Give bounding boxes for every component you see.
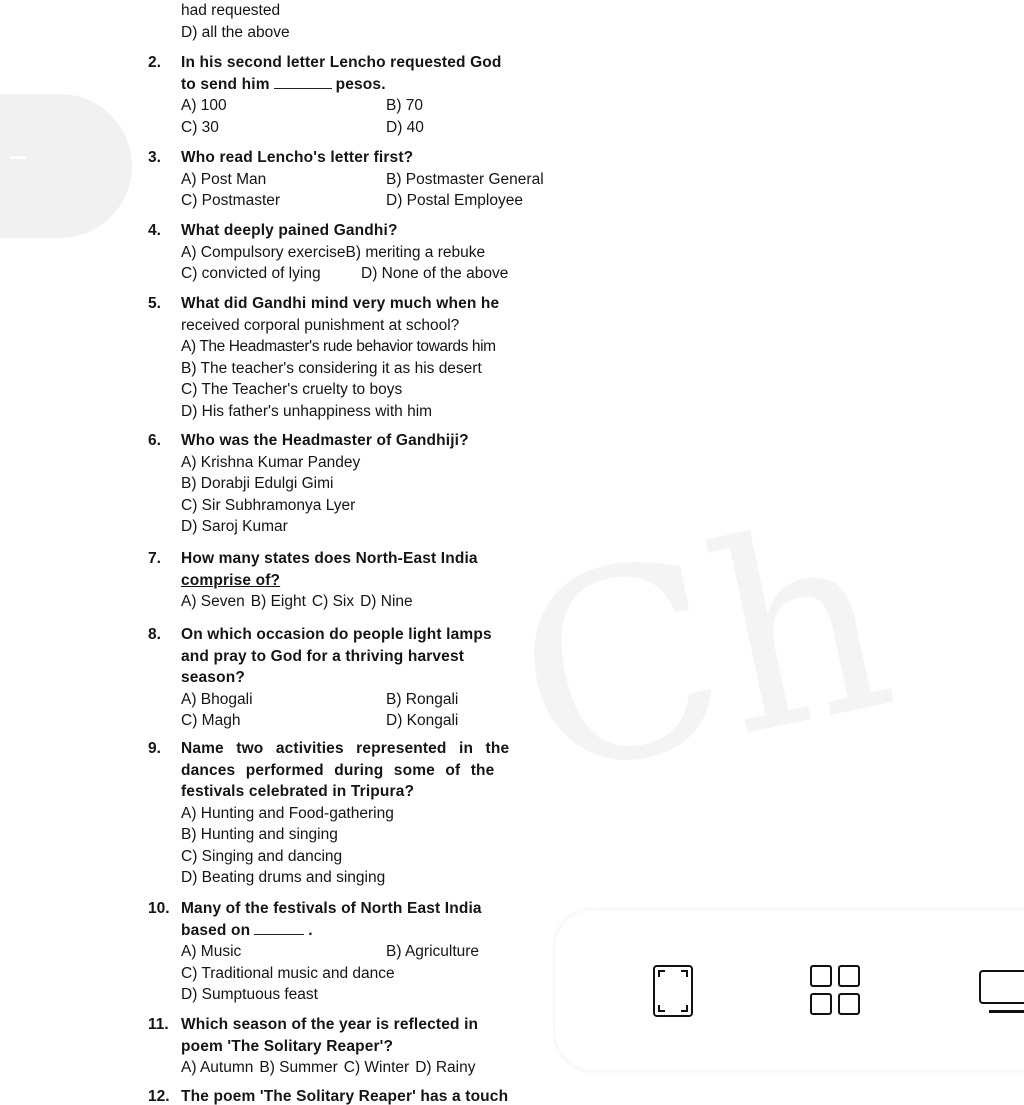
grid-icon[interactable] bbox=[810, 965, 866, 1015]
question-7: 7. How many states does North-East India comprise of? A) Seven B) Eight C) Six D) Nine bbox=[148, 550, 478, 610]
screen-icon[interactable] bbox=[979, 970, 1024, 1004]
question-5: 5. What did Gandhi mind very much when he received corporal punishment at school? A) The Headmaster's rude behavior towards him B) The teacher's considering it as his desert C) The Teacher's cruelty to boys D) His father's unhappiness with him bbox=[148, 295, 500, 420]
question-11: 11. Which season of the year is reflected in poem 'The Solitary Reaper'? A) Autumn B) Summer C) Winter D) Rainy bbox=[148, 1016, 479, 1076]
viewer-overlay-card bbox=[555, 910, 1024, 1070]
fragment-top-left: had requested D) all the above bbox=[181, 2, 290, 41]
question-4: 4. What deeply pained Gandhi? A) Compulsory exerciseB) meriting a rebuke C) convicted of lying D) None of the above bbox=[148, 222, 509, 282]
question-12: 12. The poem 'The Solitary Reaper' has a touch bbox=[148, 1088, 509, 1105]
question-2: 2. In his second letter Lencho requested God to send him pesos. A) 100 B) 70 C) 30 D) 40 bbox=[148, 54, 502, 136]
half-circle-shape bbox=[0, 94, 132, 238]
question-9: 9. Name two activities represented in the dances performed during some of the festivals celebrated in Tripura? A) Hunting and Food-gathering B) Hunting and singing C) Singing and dancing D) Beating drums and singing bbox=[148, 740, 510, 886]
question-3: 3. Who read Lencho's letter first? A) Post Man B) Postmaster General C) Postmaster D) Postal Employee bbox=[148, 149, 544, 209]
question-6: 6. Who was the Headmaster of Gandhiji? A) Krishna Kumar Pandey B) Dorabji Edulgi Gimi C) Sir Subhramonya Lyer D) Saroj Kumar bbox=[148, 432, 469, 535]
frame-icon[interactable] bbox=[653, 965, 693, 1017]
question-8: 8. On which occasion do people light lamps and pray to God for a thriving harvest season? A) Bhogali B) Rongali C) Magh D) Kongali bbox=[148, 626, 492, 729]
question-10: 10. Many of the festivals of North East India based on . A) Music B) Agriculture C) Traditional music and dance D) Sumptuous feast bbox=[148, 900, 482, 1003]
